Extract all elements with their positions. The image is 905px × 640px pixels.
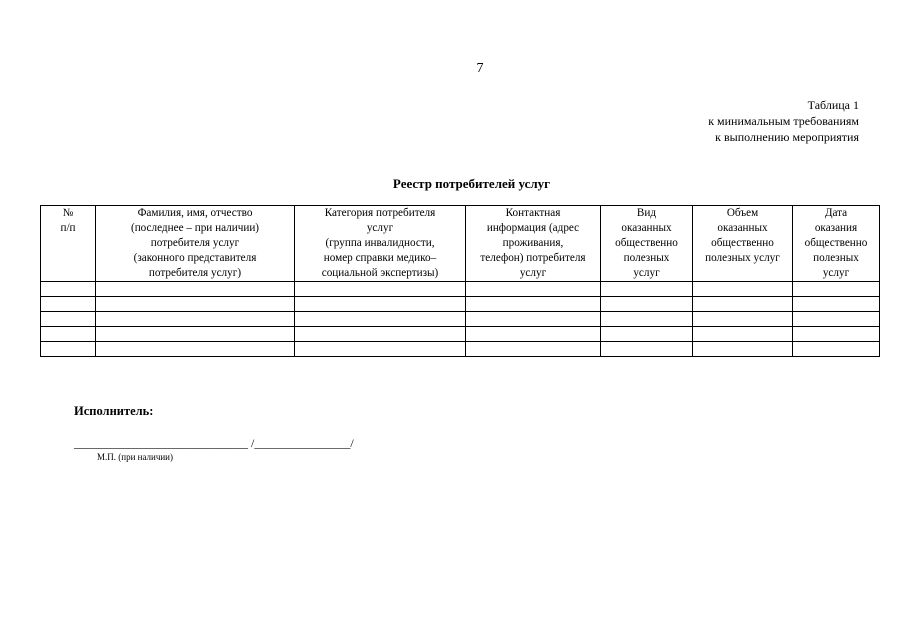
header-cell-date [793, 206, 880, 282]
header-cell-category [295, 206, 466, 282]
header-line: номер справки медико– [323, 252, 437, 264]
table-cell[interactable] [601, 327, 693, 342]
header-line: полезных [623, 252, 670, 264]
header-line: Вид [636, 207, 657, 219]
header-cell-number [41, 206, 96, 282]
header-line: общественно [615, 237, 678, 249]
table-cell[interactable] [466, 342, 601, 357]
table-cell[interactable] [295, 312, 466, 327]
header-line: услуг [366, 222, 394, 234]
header-line: Категория потребителя [324, 207, 436, 219]
table-cell[interactable] [601, 312, 693, 327]
header-line: потребителя услуг) [148, 267, 242, 279]
header-line: п/п [60, 222, 76, 234]
document-title: Реестр потребителей услуг [392, 176, 551, 191]
table-cell[interactable] [96, 327, 295, 342]
table-row [41, 342, 880, 357]
header-cell-full-name [96, 206, 295, 282]
header-cell-service-type [601, 206, 693, 282]
stamp-note: М.П. (при наличии) [97, 452, 173, 462]
table-cell[interactable] [793, 342, 880, 357]
header-line: информация (адрес [486, 222, 580, 234]
header-line: социальной экспертизы) [321, 267, 439, 279]
table-cell[interactable] [96, 342, 295, 357]
table-cell[interactable] [693, 282, 793, 297]
table-cell[interactable] [96, 297, 295, 312]
table-cell[interactable] [41, 327, 96, 342]
header-line: № [62, 207, 74, 219]
header-line: оказанных [717, 222, 768, 234]
table-cell[interactable] [466, 327, 601, 342]
header-line: потребителя услуг [150, 237, 240, 249]
table-cell[interactable] [693, 297, 793, 312]
signature-line: _____________________________ /________________/ [74, 436, 354, 450]
header-line: (группа инвалидности, [325, 237, 435, 249]
table-cell[interactable] [693, 327, 793, 342]
consumer-registry-table [40, 205, 880, 357]
executor-label: Исполнитель: [74, 404, 154, 418]
header-line: телефон) потребителя [480, 252, 586, 264]
table-cell[interactable] [466, 297, 601, 312]
header-line: Фамилия, имя, отчество [137, 207, 253, 219]
table-cell[interactable] [295, 282, 466, 297]
table-cell[interactable] [793, 297, 880, 312]
table-cell[interactable] [793, 282, 880, 297]
header-line: услуг [822, 267, 850, 279]
header-line: общественно [711, 237, 774, 249]
appendix-line: Таблица 1 [807, 98, 859, 112]
table-cell[interactable] [601, 297, 693, 312]
header-line: услуг [633, 267, 660, 279]
table-cell[interactable] [693, 312, 793, 327]
table-cell[interactable] [601, 282, 693, 297]
table-cell[interactable] [96, 312, 295, 327]
table-cell[interactable] [41, 342, 96, 357]
header-line: оказания [814, 222, 858, 234]
header-line: (законного представителя [133, 252, 257, 264]
appendix-note [708, 97, 859, 145]
table-cell[interactable] [41, 282, 96, 297]
table-cell[interactable] [793, 327, 880, 342]
table-cell[interactable] [295, 342, 466, 357]
header-cell-volume [693, 206, 793, 282]
header-line: проживания, [502, 237, 564, 249]
table-cell[interactable] [295, 327, 466, 342]
table-row [41, 282, 880, 297]
header-line: Объем [726, 207, 759, 219]
header-cell-contact [466, 206, 601, 282]
table-row [41, 297, 880, 312]
header-line: оказанных [621, 222, 672, 234]
table-cell[interactable] [466, 312, 601, 327]
header-line: полезных [813, 252, 859, 264]
header-line: (последнее – при наличии) [130, 222, 260, 234]
table-cell[interactable] [793, 312, 880, 327]
table-cell[interactable] [41, 297, 96, 312]
table-cell[interactable] [295, 297, 466, 312]
table-cell[interactable] [41, 312, 96, 327]
page-number: 7 [476, 61, 484, 76]
table-row [41, 327, 880, 342]
header-line: общественно [804, 237, 868, 249]
appendix-line: к минимальным требованиям [708, 114, 859, 128]
header-line: услуг [519, 267, 547, 279]
header-line: Дата [824, 207, 848, 219]
table-cell[interactable] [466, 282, 601, 297]
table-cell[interactable] [96, 282, 295, 297]
table-cell[interactable] [693, 342, 793, 357]
header-line: полезных услуг [705, 252, 780, 264]
table-header-row [41, 206, 880, 282]
table-cell[interactable] [601, 342, 693, 357]
header-line: Контактная [505, 207, 561, 219]
table-body [41, 282, 880, 357]
table-row [41, 312, 880, 327]
appendix-line: к выполнению мероприятия [715, 130, 859, 144]
